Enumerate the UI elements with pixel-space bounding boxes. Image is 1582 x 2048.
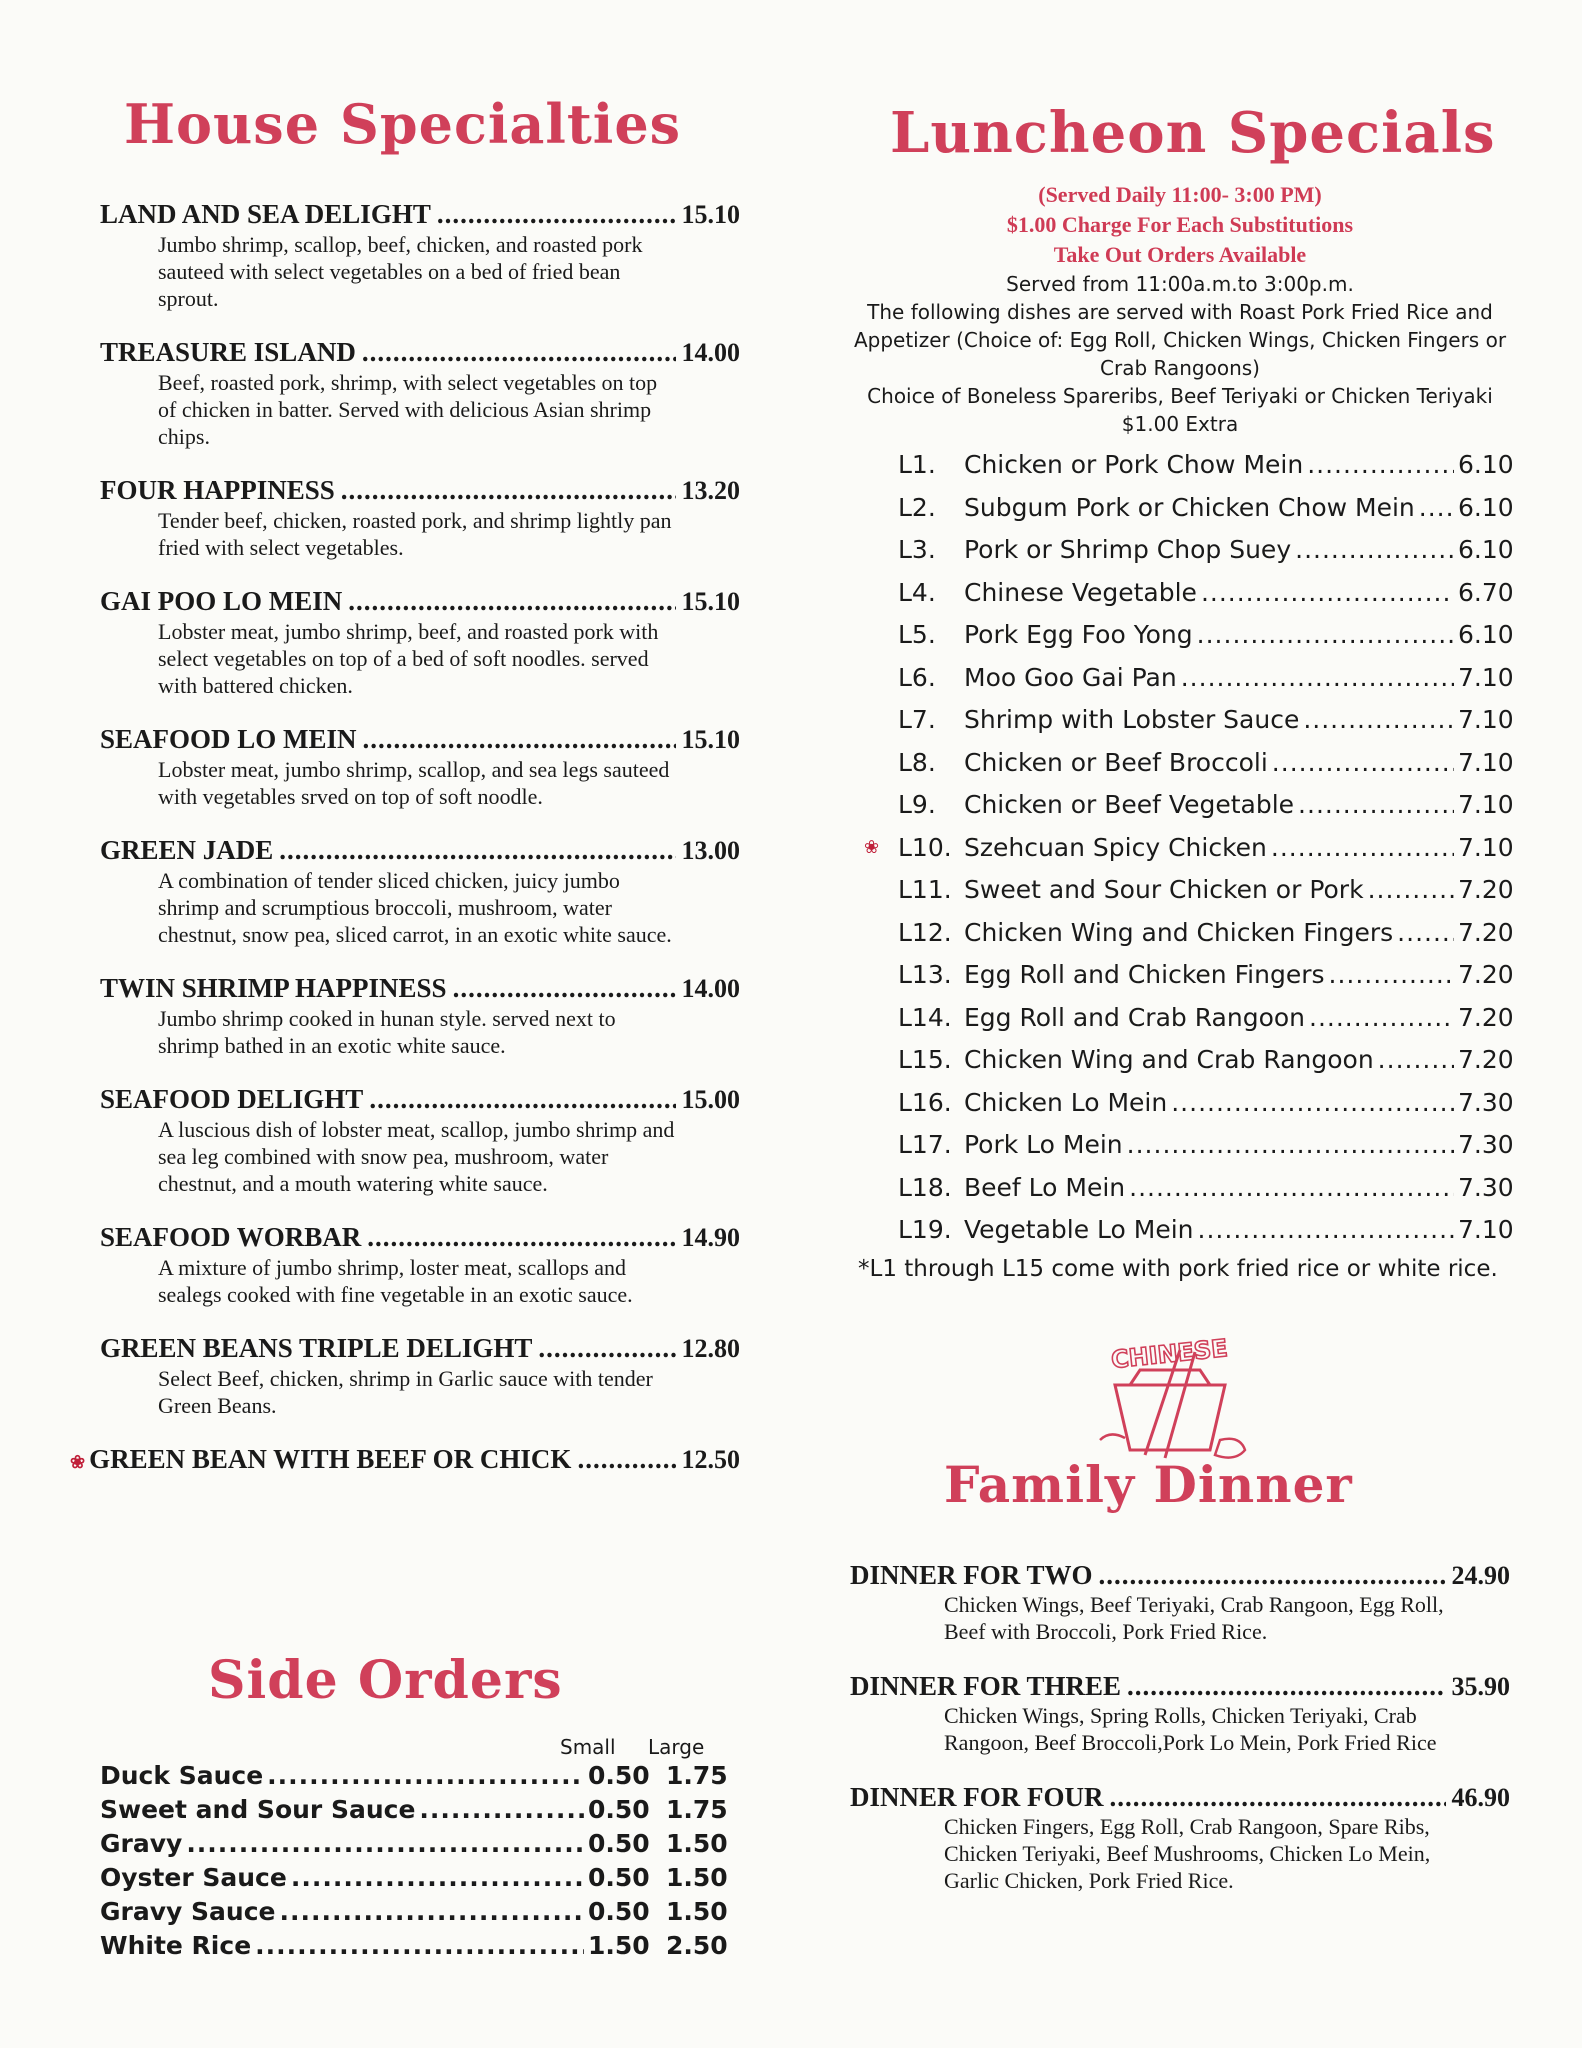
item-name: GREEN JADE — [100, 835, 274, 865]
list-item: L6. Moo Goo Gai Pan ..... 7.10 — [850, 657, 1510, 700]
luncheon-specials-title: Luncheon Specials — [890, 100, 1496, 166]
item-price: 35.90 — [1451, 1672, 1510, 1701]
item-name: DINNER FOR TWO — [850, 1560, 1093, 1590]
luncheon-info: (Served Daily 11:00- 3:00 PM) $1.00 Charge For Each Substitutions Take Out Orders Available Served from 11:00a.m.to 3:00p.m. The following dishes are served with Roast Pork Fried Rice and Appetizer (Choice of: Egg Roll, Chicken Wings, Chicken Fingers or Crab Rangoons) Choice of Boneless Spareribs, Beef Teriyaki or Chicken Teriyaki $1.00 Extra — [853, 182, 1507, 436]
item-price: 12.50 — [681, 1445, 740, 1474]
item-name: TREASURE ISLAND — [100, 337, 356, 367]
family-dinner-list — [850, 1560, 1510, 1920]
list-item: L3. Pork or Shrimp Chop Suey ..... 6.10 — [850, 529, 1510, 572]
list-item — [70, 1443, 740, 1478]
item-desc: A mixture of jumbo shrimp, loster meat, scallops and sealegs cooked with fine vegetable in an exotic sauce. — [158, 1255, 633, 1307]
col-small-header: Small — [560, 1735, 616, 1759]
list-item — [100, 1083, 740, 1197]
list-item — [100, 834, 740, 948]
chili-pepper-icon: ❀ — [70, 1452, 86, 1472]
item-desc: Lobster meat, jumbo shrimp, scallop, and sea legs sauteed with vegetables srved on top of soft noodle. — [158, 757, 670, 809]
list-item — [850, 1782, 1510, 1894]
list-item — [100, 1221, 740, 1308]
item-desc: Lobster meat, jumbo shrimp, beef, and roasted pork with select vegetables on top of a bed of soft noodles. served with battered chicken. — [158, 619, 659, 698]
list-item: L5. Pork Egg Foo Yong ..... 6.10 — [850, 614, 1510, 657]
list-item: L13. Egg Roll and Chicken Fingers ..... 7.20 — [850, 954, 1510, 997]
item-desc: Select Beef, chicken, shrimp in Garlic sauce with tender Green Beans. — [158, 1366, 653, 1418]
item-name: DINNER FOR FOUR — [850, 1782, 1104, 1812]
item-desc: Chicken Wings, Beef Teriyaki, Crab Rangoon, Egg Roll, Beef with Broccoli, Pork Fried Rice. — [944, 1592, 1444, 1644]
family-dinner-title: Family Dinner — [944, 1455, 1353, 1514]
item-price: 13.20 — [681, 476, 740, 505]
list-item — [100, 972, 740, 1059]
item-name: LAND AND SEA DELIGHT — [100, 199, 431, 229]
list-item: L9. Chicken or Beef Vegetable ..... 7.10 — [850, 784, 1510, 827]
col-large-header: Large — [648, 1735, 705, 1759]
item-name: GREEN BEAN WITH BEEF OR CHICK — [89, 1444, 572, 1474]
list-item — [100, 474, 740, 561]
list-item — [100, 585, 740, 699]
list-item: L16. Chicken Lo Mein ..... 7.30 — [850, 1082, 1510, 1125]
item-name: SEAFOOD WORBAR — [100, 1222, 362, 1252]
luncheon-list — [850, 444, 1514, 1282]
list-item: L19. Vegetable Lo Mein ..... 7.10 — [850, 1209, 1510, 1252]
item-desc: Tender beef, chicken, roasted pork, and shrimp lightly pan fried with select vegetables. — [158, 508, 672, 560]
item-name: TWIN SHRIMP HAPPINESS — [100, 973, 447, 1003]
house-specialties-title: House Specialties — [124, 92, 682, 156]
item-desc: Chicken Fingers, Egg Roll, Crab Rangoon, Spare Ribs, Chicken Teriyaki, Beef Mushrooms, Chicken Lo Mein, Garlic Chicken, Pork Fried Rice. — [944, 1814, 1431, 1893]
item-price: 14.00 — [681, 974, 740, 1003]
list-item: L14. Egg Roll and Crab Rangoon ..... 7.20 — [850, 997, 1510, 1040]
item-price: 13.00 — [681, 836, 740, 865]
item-name: SEAFOOD DELIGHT — [100, 1084, 364, 1114]
list-item: L1. Chicken or Pork Chow Mein ..... 6.10 — [850, 444, 1510, 487]
item-price: 12.80 — [681, 1334, 740, 1363]
item-name: GREEN BEANS TRIPLE DELIGHT — [100, 1333, 533, 1363]
house-specialties-list — [70, 198, 740, 1502]
item-desc: A combination of tender sliced chicken, juicy jumbo shrimp and scrumptious broccoli, mushroom, water chestnut, snow pea, sliced carrot, in an exotic white sauce. — [158, 868, 672, 947]
table-row: Gravy Sauce ..... 0.50 1.50 — [100, 1895, 740, 1929]
item-price: 15.10 — [681, 725, 740, 754]
table-row: White Rice ..... 1.50 2.50 — [100, 1929, 740, 1963]
list-item — [100, 336, 740, 450]
table-row: Oyster Sauce ..... 0.50 1.50 — [100, 1861, 740, 1895]
list-item — [850, 1560, 1510, 1645]
item-price: 46.90 — [1451, 1783, 1510, 1812]
logo-text: CHINESE — [1109, 1334, 1229, 1375]
item-desc: A luscious dish of lobster meat, scallop, jumbo shrimp and sea leg combined with snow pea, mushroom, water chestnut, and a mouth watering white sauce. — [158, 1117, 675, 1196]
chili-pepper-icon: ❀ — [864, 836, 880, 858]
table-row: Duck Sauce ..... 0.50 1.75 — [100, 1759, 740, 1793]
item-price: 15.00 — [681, 1085, 740, 1114]
item-name: SEAFOOD LO MEIN — [100, 724, 357, 754]
luncheon-note: *L1 through L15 come with pork fried rice or white rice. — [858, 1255, 1498, 1282]
list-item — [100, 198, 740, 312]
side-orders-title: Side Orders — [208, 1650, 563, 1711]
list-item — [100, 1332, 740, 1419]
item-price: 15.10 — [681, 587, 740, 616]
list-item: ❀ L10. Szehcuan Spicy Chicken ..... 7.10 — [850, 827, 1510, 870]
side-orders-table — [100, 1735, 740, 1963]
item-name: FOUR HAPPINESS — [100, 475, 335, 505]
item-price: 15.10 — [681, 200, 740, 229]
list-item: L8. Chicken or Beef Broccoli ..... 7.10 — [850, 742, 1510, 785]
item-desc: Jumbo shrimp cooked in hunan style. served next to shrimp bathed in an exotic white sauce. — [158, 1006, 616, 1058]
table-row: Gravy ..... 0.50 1.50 — [100, 1827, 740, 1861]
item-desc: Jumbo shrimp, scallop, beef, chicken, and roasted pork sauteed with select vegetables on a bed of fried bean sprout. — [158, 232, 643, 311]
list-item: L18. Beef Lo Mein ..... 7.30 — [850, 1167, 1510, 1210]
list-item: L4. Chinese Vegetable ..... 6.70 — [850, 572, 1510, 615]
item-desc: Chicken Wings, Spring Rolls, Chicken Teriyaki, Crab Rangoon, Beef Broccoli,Pork Lo Mein, Pork Fried Rice — [944, 1703, 1437, 1755]
list-item — [850, 1671, 1510, 1756]
item-name: GAI POO LO MEIN — [100, 586, 343, 616]
list-item: L15. Chicken Wing and Crab Rangoon ..... 7.20 — [850, 1039, 1510, 1082]
list-item — [100, 723, 740, 810]
table-row: Sweet and Sour Sauce ..... 0.50 1.75 — [100, 1793, 740, 1827]
item-price: 24.90 — [1451, 1561, 1510, 1590]
item-price: 14.00 — [681, 338, 740, 367]
list-item: L2. Subgum Pork or Chicken Chow Mein ..... 6.10 — [850, 487, 1510, 530]
list-item: L7. Shrimp with Lobster Sauce ..... 7.10 — [850, 699, 1510, 742]
list-item: L17. Pork Lo Mein ..... 7.30 — [850, 1124, 1510, 1167]
list-item: L12. Chicken Wing and Chicken Fingers ..... 7.20 — [850, 912, 1510, 955]
item-price: 14.90 — [681, 1223, 740, 1252]
item-name: DINNER FOR THREE — [850, 1671, 1122, 1701]
chinese-takeout-logo — [1070, 1330, 1270, 1470]
list-item: L11. Sweet and Sour Chicken or Pork ..... 7.20 — [850, 869, 1510, 912]
item-desc: Beef, roasted pork, shrimp, with select vegetables on top of chicken in batter. Served with delicious Asian shrimp chips. — [158, 370, 658, 449]
